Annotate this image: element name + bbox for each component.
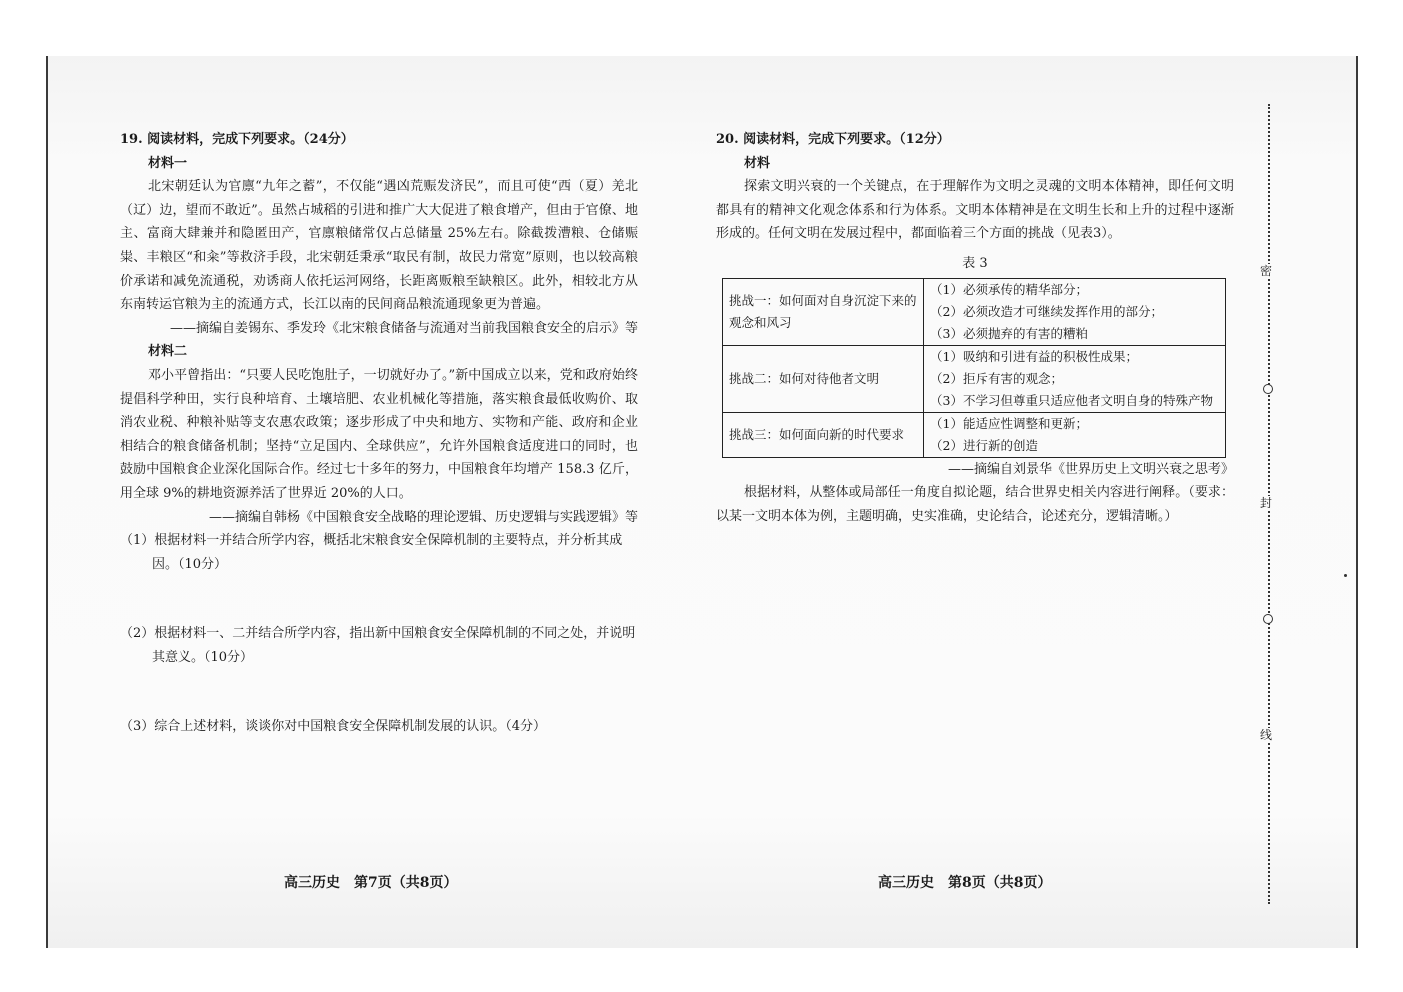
q20-source: ——摘编自刘景华《世界历史上文明兴衰之思考》 [947,461,1234,477]
response-item: （2）必须改造才可继续发挥作用的部分； [930,303,1163,319]
response-cell [924,278,1226,345]
q19-material-1-label: 材料一 [148,155,188,171]
q20-material-label: 材料 [744,155,771,171]
question-20 [716,128,1234,528]
q19-material-2-text: 邓小平曾指出：“只要人民吃饱肚子，一切就好办了。”新中国成立以来，党和政府始终提倡科学种田，实行良种培育、土壤培肥、农业机械化等措施，落实粮食最低收购价、取消农业税、种粮补贴等支农惠农政策；逐步形成了中央和地方、实物和产能、政府和企业相结合的粮食储备机制；坚持“立足国内、全球供应”，允许外国粮食适度进口的同时，也鼓励中国粮食企业深化国际合作。经过七十多年的努力，中国粮食年均增产 158.3 亿斤，用全球 9%的耕地资源养活了世界近 20%的人口。 [120,367,638,501]
answer-space [120,576,638,622]
exam-sheet [46,56,1358,948]
q19-subquestion-2: （2）根据材料一、二并结合所学内容，指出新中国粮食安全保障机制的不同之处，并说明其意义。（10分） [120,626,636,665]
challenge-table [722,278,1226,458]
q19-material-1-text: 北宋朝廷认为官廪“九年之蓄”，不仅能“遇凶荒赈发济民”，而且可使“西（夏）羌北（辽）边，望而不敢近”。虽然占城稻的引进和推广大大促进了粮食增产，但由于官僚、地主、富商大肆兼并和隐匿田产，官廪粮储常仅占总储量 25%左右。除截拨漕粮、仓储赈粜、丰粮区“和籴”等救济手段，北宋朝廷秉承“取民有制，故民力常宽”原则，也以较高粮价承诺和减免流通税，劝诱商人依托运河网络，长距离贩粮至缺粮区。此外，相较北方从东南转运官粮为主的流通方式，长江以南的民间商品粮流通现象更为普遍。 [120,179,638,313]
scan-speck [1344,574,1347,577]
response-item: （3）不学习但尊重只适应他者文明自身的特殊产物 [930,392,1213,408]
question-19 [120,128,638,739]
challenge-cell: 挑战二：如何对待他者文明 [723,345,924,412]
response-item: （1）必须承传的精华部分； [930,281,1088,297]
q19-title: 19. 阅读材料，完成下列要求。（24分） [120,132,354,147]
response-item: （2）进行新的创造 [930,437,1038,453]
page-footer-8: 高三历史 第8页（共8页） [878,875,1052,891]
response-item: （3）必须抛弃的有害的糟粕 [930,325,1088,341]
response-cell [924,412,1226,457]
q20-task: 根据材料，从整体或局部任一角度自拟论题，结合世界史相关内容进行阐释。（要求：以某一文明本体为例，主题明确，史实准确，史论结合，论述充分，逻辑清晰。） [716,485,1234,524]
binding-hole-icon [1263,614,1273,624]
q19-material-2-source: ——摘编自韩杨《中国粮食安全战略的理论逻辑、历史逻辑与实践逻辑》等 [208,509,638,525]
q20-title: 20. 阅读材料，完成下列要求。（12分） [716,132,950,147]
challenge-cell: 挑战三：如何面向新的时代要求 [723,412,924,457]
seal-char-feng: 封 [1260,496,1273,510]
response-item: （1）能适应性调整和更新； [930,415,1088,431]
q19-subquestion-1: （1）根据材料一并结合所学内容，概括北宋粮食安全保障机制的主要特点，并分析其成因。（10分） [120,533,623,572]
response-item: （1）吸纳和引进有益的积极性成果； [930,348,1138,364]
seal-char-mi: 密 [1260,264,1273,278]
q19-material-1-source: ——摘编自姜锡东、季发玲《北宋粮食储备与流通对当前我国粮食安全的启示》等 [169,320,638,336]
challenge-cell: 挑战一：如何面对自身沉淀下来的观念和风习 [723,278,924,345]
table-row [723,278,1226,345]
table-row [723,345,1226,412]
q19-subquestion-3: （3）综合上述材料，谈谈你对中国粮食安全保障机制发展的认识。（4分） [120,719,547,735]
page-footer-7: 高三历史 第7页（共8页） [284,875,458,891]
seal-char-xian: 线 [1260,728,1273,742]
table-caption: 表 3 [962,255,988,271]
response-cell [924,345,1226,412]
answer-space [120,669,638,715]
q19-material-2-label: 材料二 [148,344,188,360]
binding-hole-icon [1263,384,1273,394]
table-row [723,412,1226,457]
response-item: （2）拒斥有害的观念； [930,370,1063,386]
q20-material-text: 探索文明兴衰的一个关键点，在于理解作为文明之灵魂的文明本体精神，即任何文明都具有的精神文化观念体系和行为体系。文明本体精神是在文明生长和上升的过程中逐渐形成的。任何文明在发展过程中，都面临着三个方面的挑战（见表3）。 [716,179,1234,242]
